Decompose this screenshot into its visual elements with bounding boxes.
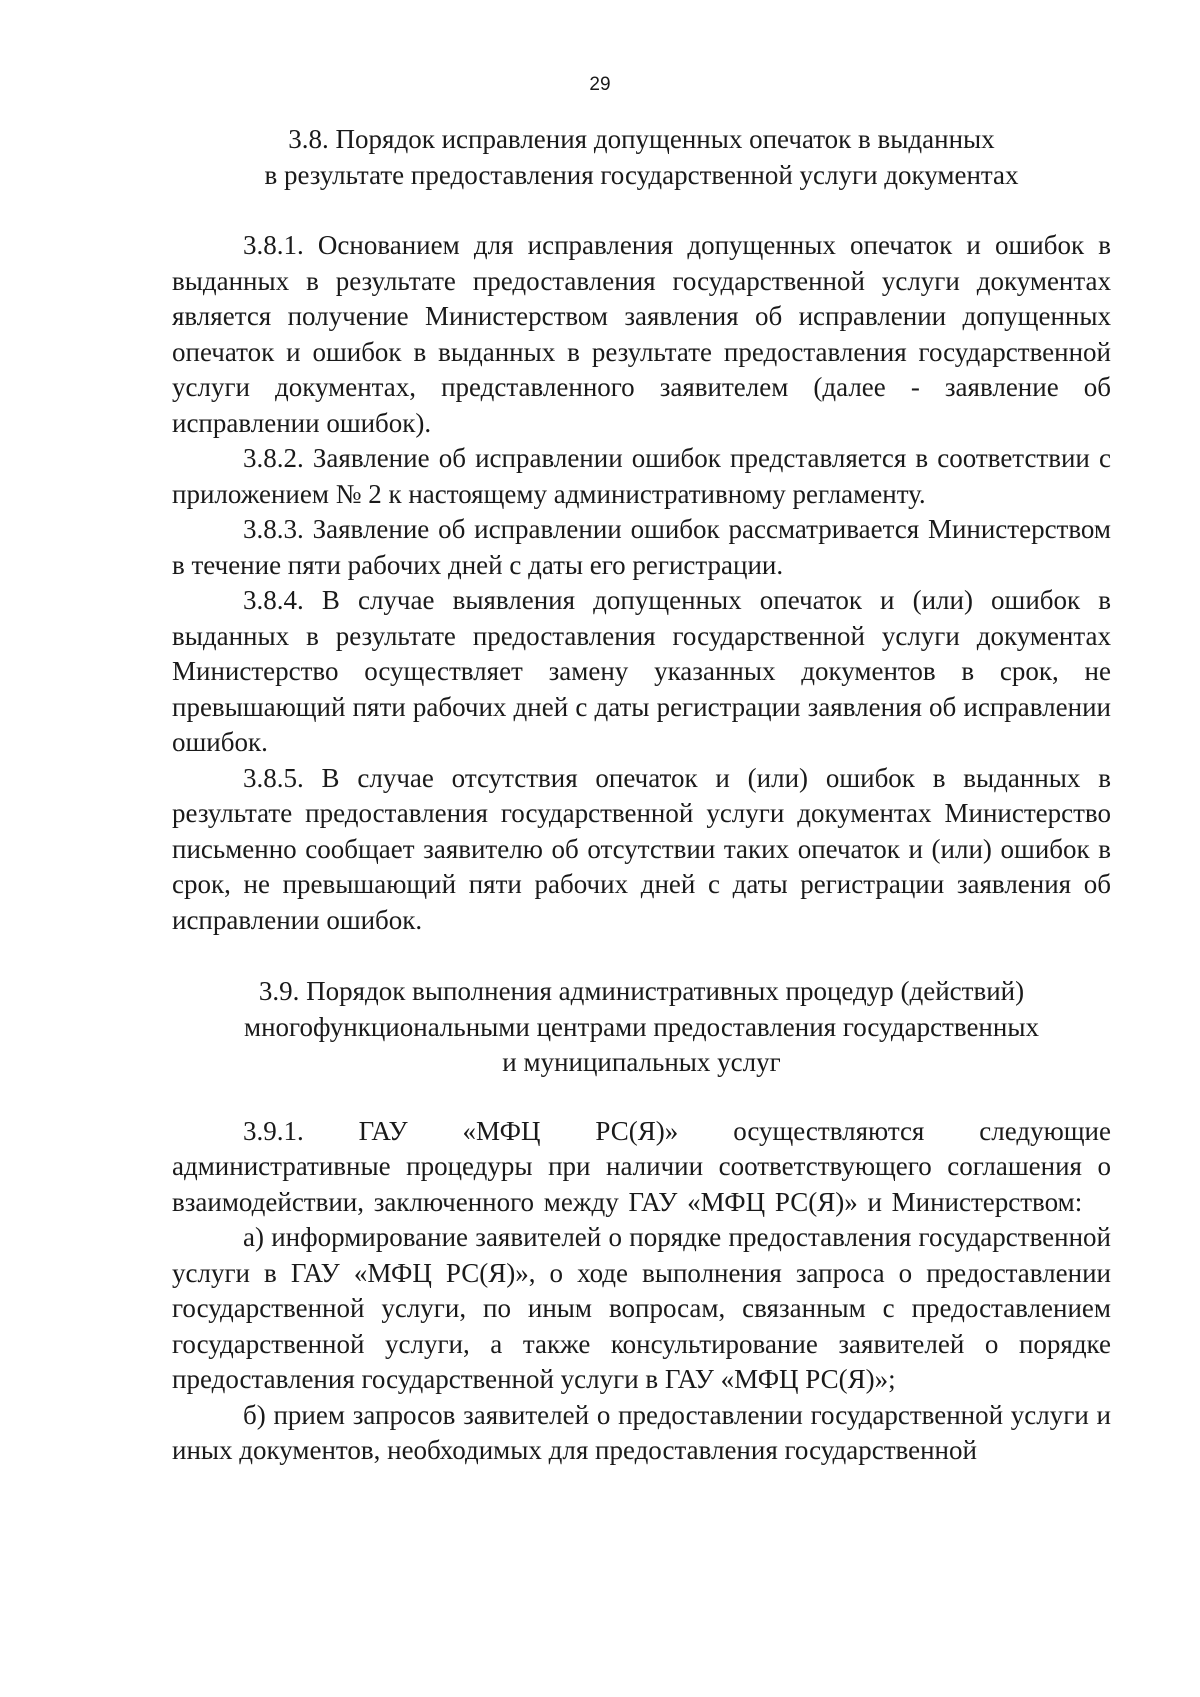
section-heading-3-8 xyxy=(172,122,1111,193)
heading-line: многофункциональными центрами предоставления государственных xyxy=(244,1011,1039,1042)
paragraph-3-8-5: 3.8.5. В случае отсутствия опечаток и (или) ошибок в выданных в результате предоставления государственной услуги документах Министерство письменно сообщает заявителю об отсутствии таких опечаток и (или) ошибок в срок, не превышающий пяти рабочих дней с даты регистрации заявления об исправлении ошибок. xyxy=(172,762,1111,935)
paragraph-3-8-2: 3.8.2. Заявление об исправлении ошибок представляется в соответствии с приложением № 2 к настоящему административному регламенту. xyxy=(172,443,1111,509)
paragraph-3-8-1: 3.8.1. Основанием для исправления допущенных опечаток и ошибок в выданных в результате предоставления государственной услуги документах является получение Министерством заявления об исправлении допущенных опечаток и ошибок в выданных в результате предоставления государственной услуги документах, представленного заявителем (далее - заявление об исправлении ошибок). xyxy=(172,230,1111,438)
page-number: 29 xyxy=(589,74,611,95)
paragraph-3-9-1: 3.9.1. ГАУ «МФЦ РС(Я)» осуществляются следующие административные процедуры при наличии соответствующего соглашения о взаимодействии, заключенного между ГАУ «МФЦ РС(Я)» и Министерством: xyxy=(172,1115,1111,1217)
document-body xyxy=(172,122,1111,1469)
heading-line: и муниципальных услуг xyxy=(502,1047,781,1077)
paragraph-3-9-a: а) информирование заявителей о порядке предоставления государственной услуги в ГАУ «МФЦ РС(Я)», о ходе выполнения запроса о предоставлении государственной услуги, по иным вопросам, связанным с предоставлением государственной услуги, а также консультирование заявителей о порядке предоставления государственной услуги в ГАУ «МФЦ РС(Я)»; xyxy=(172,1222,1111,1394)
section-spacer xyxy=(172,938,1111,974)
heading-line: в результате предоставления государственной услуги документах xyxy=(264,159,1019,190)
paragraph-3-8-3: 3.8.3. Заявление об исправлении ошибок рассматривается Министерством в течение пяти рабочих дней с даты его регистрации. xyxy=(172,514,1111,580)
paragraph-3-9-b: б) прием запросов заявителей о предоставлении государственной услуги и иных документов, необходимых для предоставления государственной xyxy=(172,1399,1111,1465)
heading-line: 3.8. Порядок исправления допущенных опечаток в выданных xyxy=(288,124,995,154)
section-heading-3-9 xyxy=(172,974,1111,1081)
paragraph-3-8-4: 3.8.4. В случае выявления допущенных опечаток и (или) ошибок в выданных в результате предоставления государственной услуги документах Министерство осуществляет замену указанных документов в срок, не превышающий пяти рабочих дней с даты регистрации заявления об исправлении ошибок. xyxy=(172,585,1111,757)
heading-line: 3.9. Порядок выполнения административных процедур (действий) xyxy=(258,976,1025,1006)
